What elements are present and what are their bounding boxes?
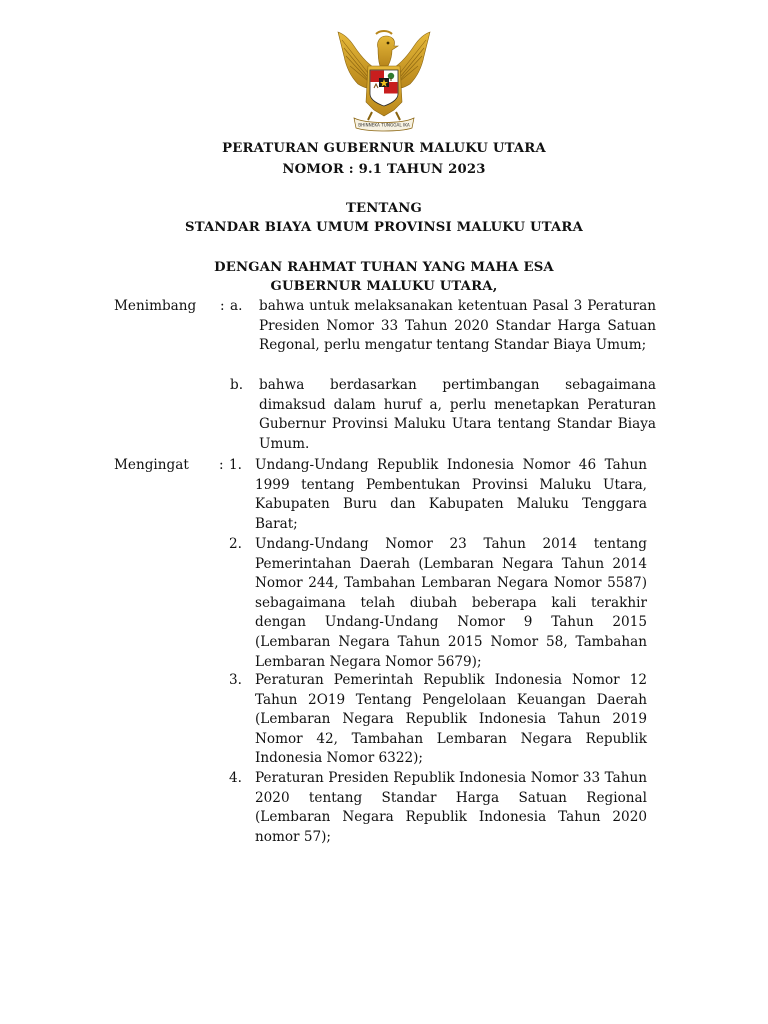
item-text: Undang-Undang Nomor 23 Tahun 2014 tentang Pemerintahan Daerah (Lembaran Negara Tahun 2014 Nomor 244, Tambahan Lembaran Negara Nomor 5587) sebagaimana telah diubah beberapa kali terakhir dengan Undang-Undang Nomor 9 Tahun 2015 (Lembaran Negara Tahun 2015 Nomor 58, Tambahan Lembaran Negara Nomor 5679); bbox=[255, 536, 647, 670]
item-marker: b. bbox=[230, 377, 244, 393]
menimbang-label: Menimbang bbox=[114, 298, 197, 314]
garuda-emblem-icon bbox=[332, 26, 436, 132]
regulation-number: NOMOR : 9.1 TAHUN 2023 bbox=[282, 162, 486, 177]
menimbang-section bbox=[114, 297, 659, 457]
mengingat-item-3 bbox=[114, 671, 659, 771]
mengingat-item-2 bbox=[114, 535, 659, 670]
menimbang-colon: : bbox=[220, 298, 225, 314]
item-marker: 1. bbox=[229, 457, 242, 473]
item-text: Peraturan Pemerintah Republik Indonesia Nomor 12 Tahun 2O19 Tentang Pengelolaan Keuangan Daerah (Lembaran Negara Republik Indonesia Tahun 2019 Nomor 42, Tambahan Lembaran Negara Republik Indonesia Nomor 6322); bbox=[255, 672, 647, 767]
item-text: Peraturan Presiden Republik Indonesia Nomor 33 Tahun 2020 tentang Standar Harga Satuan Regional (Lembaran Negara Republik Indonesia Tahun 2020 nomor 57); bbox=[255, 770, 647, 845]
menimbang-item-a bbox=[114, 297, 659, 377]
mengingat-colon: : bbox=[219, 457, 224, 473]
item-text: Undang-Undang Republik Indonesia Nomor 46 Tahun 1999 tentang Pembentukan Provinsi Maluku Utara, Kabupaten Buru dan Kabupaten Maluku Tenggara Barat; bbox=[255, 457, 647, 532]
regulation-title: PERATURAN GUBERNUR MALUKU UTARA bbox=[222, 141, 546, 156]
emblem-motto: BHINNEKA TUNGGAL IKA bbox=[358, 122, 410, 128]
item-marker: 3. bbox=[229, 672, 242, 688]
item-text: bahwa untuk melaksanakan ketentuan Pasal 3 Peraturan Presiden Nomor 33 Tahun 2020 Standar Harga Satuan Regonal, perlu mengatur tentang Standar Biaya Umum; bbox=[259, 298, 656, 354]
mengingat-item-1 bbox=[114, 456, 659, 536]
item-text: bahwa berdasarkan pertimbangan sebagaimana dimaksud dalam huruf a, perlu menetapkan Peraturan Gubernur Provinsi Maluku Utara tentang Standar Biaya Umum. bbox=[259, 377, 656, 452]
regulation-subject: STANDAR BIAYA UMUM PROVINSI MALUKU UTARA bbox=[184, 220, 584, 235]
menimbang-item-b bbox=[114, 376, 659, 456]
mengingat-item-4 bbox=[114, 769, 659, 849]
item-marker: a. bbox=[230, 298, 243, 314]
item-marker: 2. bbox=[229, 536, 242, 552]
mengingat-section bbox=[114, 456, 659, 856]
item-marker: 4. bbox=[229, 770, 242, 786]
governor-line: GUBERNUR MALUKU UTARA, bbox=[270, 279, 498, 294]
mengingat-label: Mengingat bbox=[114, 457, 189, 473]
opening-phrase: DENGAN RAHMAT TUHAN YANG MAHA ESA bbox=[214, 260, 554, 275]
tentang-heading: TENTANG bbox=[346, 201, 422, 216]
